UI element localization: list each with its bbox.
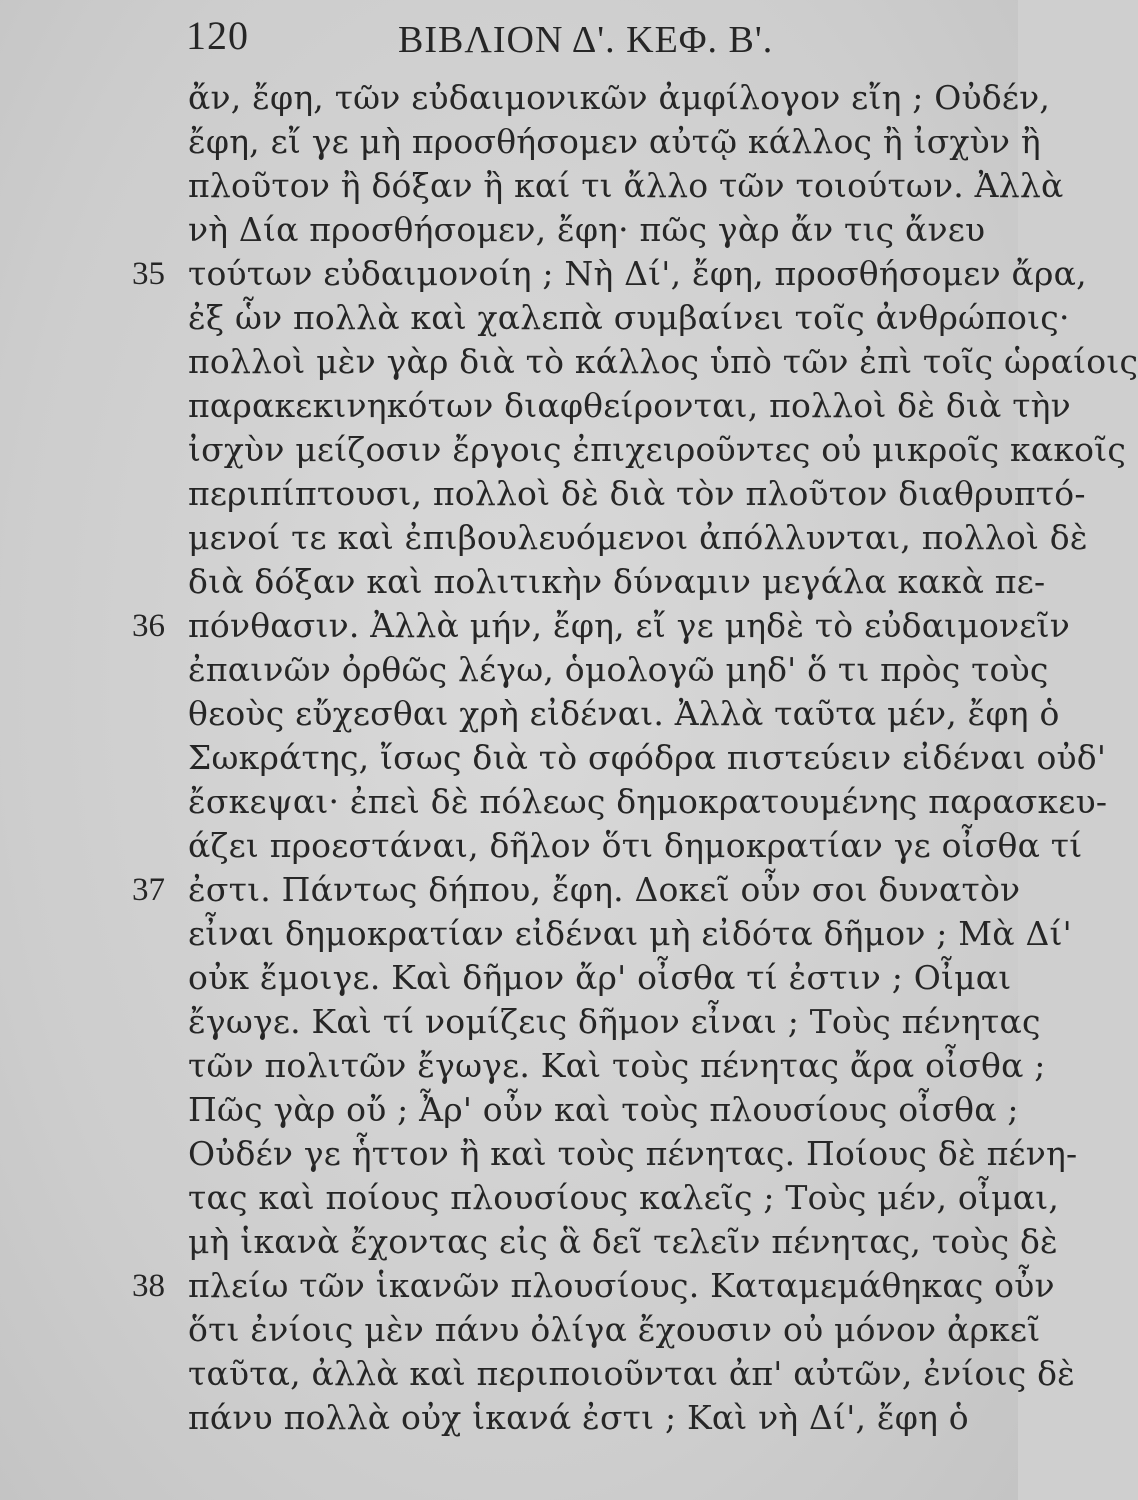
text-line: εἶναι δημοκρατίαν εἰδέναι μὴ εἰδότα δῆμον ; Μὰ Δί' (188, 914, 1072, 953)
text-line: μὴ ἱκανὰ ἔχοντας εἰς ἃ δεῖ τελεῖν πένητας, τοὺς δὲ (188, 1222, 1058, 1261)
text-line: Οὐδέν γε ἧττον ἢ καὶ τοὺς πένητας. Ποίους δὲ πένη- (188, 1134, 1078, 1173)
margin-section-number: 37 (132, 872, 165, 908)
text-line: νὴ Δία προσθήσομεν, ἔφη· πῶς γὰρ ἄν τις ἄνευ (188, 210, 986, 249)
text-line: πόνθασιν. Ἀλλὰ μήν, ἔφη, εἴ γε μηδὲ τὸ εὐδαιμονεῖν (188, 606, 1070, 645)
text-line: ἔσκεψαι· ἐπεὶ δὲ πόλεως δημοκρατουμένης παρασκευ- (188, 782, 1108, 821)
text-line: πάνυ πολλὰ οὐχ ἱκανά ἐστι ; Καὶ νὴ Δί', ἔφη ὁ (188, 1398, 969, 1437)
text-line: μενοί τε καὶ ἐπιβουλευόμενοι ἀπόλλυνται, πολλοὶ δὲ (188, 518, 1088, 557)
text-line: ταῦτα, ἀλλὰ καὶ περιποιοῦνται ἀπ' αὐτῶν, ἐνίοις δὲ (188, 1354, 1076, 1393)
margin-section-number: 38 (132, 1268, 165, 1304)
page-number: 120 (186, 13, 249, 58)
page-header (0, 12, 1018, 72)
margin-section-number: 36 (132, 608, 165, 644)
text-line: ἔφη, εἴ γε μὴ προσθήσομεν αὐτῷ κάλλος ἢ ἰσχὺν ἢ (188, 122, 1041, 161)
text-line: οὐκ ἔμοιγε. Καὶ δῆμον ἄρ' οἶσθα τί ἐστιν ; Οἶμαι (188, 958, 1012, 997)
text-line: ἐπαινῶν ὀρθῶς λέγω, ὁμολογῶ μηδ' ὅ τι πρὸς τοὺς (188, 650, 1049, 689)
text-line: άζει προεστάναι, δῆλον ὅτι δημοκρατίαν γε οἶσθα τί (188, 826, 1083, 865)
text-line: τῶν πολιτῶν ἔγωγε. Καὶ τοὺς πένητας ἄρα οἶσθα ; (188, 1046, 1046, 1085)
text-line: πλείω τῶν ἱκανῶν πλουσίους. Καταμεμάθηκας οὖν (188, 1266, 1055, 1305)
text-line: τας καὶ ποίους πλουσίους καλεῖς ; Τοὺς μέν, οἶμαι, (188, 1178, 1060, 1217)
text-line: ἐξ ὧν πολλὰ καὶ χαλεπὰ συμβαίνει τοῖς ἀνθρώποις· (188, 298, 1070, 337)
text-line: Πῶς γὰρ οὔ ; Ἆρ' οὖν καὶ τοὺς πλουσίους οἶσθα ; (188, 1090, 1019, 1129)
text-line: θεοὺς εὔχεσθαι χρὴ εἰδέναι. Ἀλλὰ ταῦτα μέν, ἔφη ὁ (188, 694, 1060, 733)
text-line: πολλοὶ μὲν γὰρ διὰ τὸ κάλλος ὑπὸ τῶν ἐπὶ τοῖς ὡραίοις (188, 342, 1138, 381)
text-line: ὅτι ἐνίοις μὲν πάνυ ὀλίγα ἔχουσιν οὐ μόνον ἀρκεῖ (188, 1310, 1041, 1349)
text-line: περιπίπτουσι, πολλοὶ δὲ διὰ τὸν πλοῦτον διαθρυπτό- (188, 474, 1086, 513)
text-line: τούτων εὐδαιμονοίη ; Νὴ Δί', ἔφη, προσθήσομεν ἄρα, (188, 254, 1087, 293)
text-line: Σωκράτης, ἴσως διὰ τὸ σφόδρα πιστεύειν εἰδέναι οὐδ' (188, 738, 1107, 777)
text-line: πλοῦτον ἢ δόξαν ἢ καί τι ἄλλο τῶν τοιούτων. Ἀλλὰ (188, 166, 1064, 205)
running-head: ΒΙΒΛΙΟΝ Δ'. ΚΕΦ. Β'. (398, 19, 774, 61)
text-line: παρακεκινηκότων διαφθείρονται, πολλοὶ δὲ διὰ τὴν (188, 386, 1071, 425)
text-line: ἐστι. Πάντως δήπου, ἔφη. Δοκεῖ οὖν σοι δυνατὸν (188, 870, 1021, 909)
text-line: ἔγωγε. Καὶ τί νομίζεις δῆμον εἶναι ; Τοὺς πένητας (188, 1002, 1041, 1041)
text-line: ἰσχὺν μείζοσιν ἔργοις ἐπιχειροῦντες οὐ μικροῖς κακοῖς (188, 430, 1127, 469)
text-line: ἄν, ἔφη, τῶν εὐδαιμονικῶν ἀμφίλογον εἴη ; Οὐδέν, (188, 78, 1051, 117)
text-line: διὰ δόξαν καὶ πολιτικὴν δύναμιν μεγάλα κακὰ πε- (188, 562, 1046, 601)
margin-section-number: 35 (132, 256, 165, 292)
